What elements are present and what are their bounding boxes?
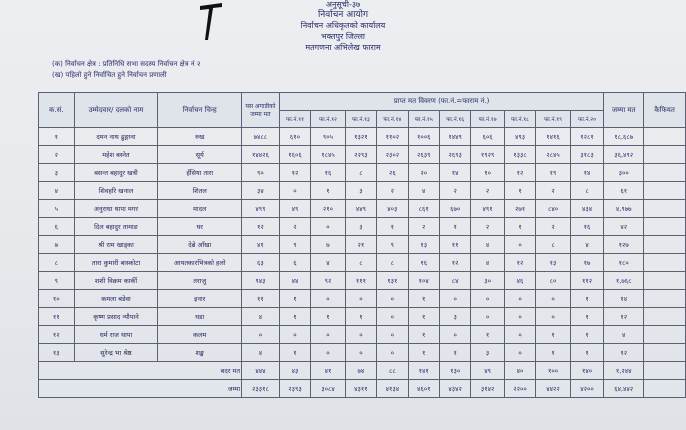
vote-cell: ८ xyxy=(377,254,408,272)
vote-cell: ३ xyxy=(471,344,505,362)
prior-total-cell: ११ xyxy=(242,290,280,308)
total-cell: १,७६८ xyxy=(604,272,644,290)
remarks-cell xyxy=(644,182,686,200)
total-cell: ४ xyxy=(604,326,644,344)
vote-cell: ० xyxy=(279,182,310,200)
candidate-name: बसन्त बहादुर खत्री xyxy=(74,164,158,182)
candidate-name: सुरेन्द्र भा श्रेष्ठ xyxy=(74,344,158,362)
vote-cell: ३१४२ xyxy=(471,380,505,398)
vote-cell: १११ xyxy=(345,272,376,290)
vote-cell: ० xyxy=(504,344,535,362)
vote-cell: १ xyxy=(536,326,571,344)
election-symbol: देब्रे आँखा xyxy=(158,236,242,254)
vote-cell: १६ xyxy=(570,218,604,236)
vote-cell: ४ xyxy=(408,182,439,200)
vote-cell: २६३९ xyxy=(408,146,439,164)
vote-cell: ६७० xyxy=(439,200,470,218)
vote-cell: ८ xyxy=(536,236,571,254)
prior-total-cell: ४४४ xyxy=(242,362,280,380)
vote-cell: ३१८३ xyxy=(570,146,604,164)
vote-cell: १६०६ xyxy=(279,146,310,164)
election-symbol: शङ्ख xyxy=(158,344,242,362)
vote-count-table xyxy=(38,92,686,398)
schedule-number: अनुसूची-३७ xyxy=(325,0,361,9)
vote-cell: २ xyxy=(439,182,470,200)
table-row xyxy=(39,200,686,218)
vote-cell: १० xyxy=(471,164,505,182)
total-cell: १२७ xyxy=(604,236,644,254)
vote-cell: ४४९ xyxy=(345,200,376,218)
vote-cell: ० xyxy=(504,308,535,326)
prior-total-cell: ७४८८ xyxy=(242,128,280,146)
table-row xyxy=(39,326,686,344)
vote-cell: ३ xyxy=(345,182,376,200)
prior-total-cell: ४ xyxy=(242,344,280,362)
vote-cell: १७ xyxy=(570,254,604,272)
serial-cell: ६ xyxy=(39,218,75,236)
prior-total-cell: ९४३ xyxy=(242,272,280,290)
vote-cell: २ xyxy=(471,218,505,236)
vote-cell: ४ xyxy=(570,236,604,254)
vote-cell: ४० xyxy=(504,362,535,380)
vote-cell: ४६०१ xyxy=(408,380,439,398)
vote-cell: १२ xyxy=(279,164,310,182)
vote-cell: ० xyxy=(504,236,535,254)
vote-cell: १ xyxy=(504,182,535,200)
vote-cell: ४२०० xyxy=(570,380,604,398)
serial-cell: ७ xyxy=(39,236,75,254)
candidate-name: महेश बस्नेत xyxy=(74,146,158,164)
prior-total-cell: ० xyxy=(242,326,280,344)
commission-name: निर्वाचन आयोग xyxy=(317,10,369,20)
vote-cell: २ xyxy=(471,182,505,200)
vote-cell: ० xyxy=(311,218,346,236)
vote-cell: १४१ xyxy=(408,362,439,380)
vote-cell: ० xyxy=(345,290,376,308)
vote-cell: ११२ xyxy=(570,272,604,290)
vote-cell: १२८१ xyxy=(570,128,604,146)
form-title: मतगणना अभिलेख फाराम xyxy=(305,43,381,52)
candidate-name: शिवहरि खनाल xyxy=(74,182,158,200)
serial-cell: १ xyxy=(39,128,75,146)
invalid-votes-row xyxy=(39,362,686,380)
vote-cell: १ xyxy=(504,218,535,236)
header-prior-total: यस अगाडीको जम्मा मत xyxy=(242,93,280,128)
vote-cell: १ xyxy=(408,326,439,344)
vote-cell: २ xyxy=(536,218,571,236)
vote-cell: १ xyxy=(536,344,571,362)
vote-cell: १ xyxy=(279,308,310,326)
vote-cell: ० xyxy=(504,290,535,308)
vote-cell: १ xyxy=(345,308,376,326)
vote-cell: ० xyxy=(471,290,505,308)
vote-cell: २ xyxy=(408,218,439,236)
vote-cell: २१ xyxy=(345,236,376,254)
vote-cell: १४१६ xyxy=(536,128,571,146)
vote-cell: १ xyxy=(377,218,408,236)
prior-total-cell: ४९९ xyxy=(242,200,280,218)
vote-cell: ० xyxy=(311,326,346,344)
vote-cell: ० xyxy=(377,308,408,326)
vote-cell: १९ xyxy=(536,164,571,182)
vote-cell: १६ xyxy=(408,254,439,272)
vote-cell: १४ xyxy=(570,164,604,182)
vote-cell: ८ xyxy=(345,164,376,182)
table-row xyxy=(39,164,686,182)
table-row xyxy=(39,254,686,272)
vote-cell: २ xyxy=(536,182,571,200)
vote-cell: २ xyxy=(377,182,408,200)
remarks-cell xyxy=(644,146,686,164)
vote-cell: १०४ xyxy=(408,272,439,290)
vote-cell: ० xyxy=(377,344,408,362)
row-label: बदर मत xyxy=(39,362,242,380)
vote-cell: ८० xyxy=(536,272,571,290)
serial-cell: १३ xyxy=(39,344,75,362)
vote-cell: २७१ xyxy=(504,200,535,218)
vote-cell: ४६ xyxy=(504,272,535,290)
prior-total-cell: ९० xyxy=(242,164,280,182)
vote-cell: ४३११ xyxy=(345,380,376,398)
row-label: जम्मा xyxy=(39,380,242,398)
vote-cell: ४४ xyxy=(279,272,310,290)
prior-total-cell: ३४ xyxy=(242,182,280,200)
vote-cell: १९२९ xyxy=(471,146,505,164)
vote-cell: १ xyxy=(570,344,604,362)
table-row xyxy=(39,182,686,200)
header-sn: क.सं. xyxy=(39,93,75,128)
header-form-10: फा.नं.२० xyxy=(570,111,604,128)
vote-cell: ४९ xyxy=(279,200,310,218)
vote-cell: ० xyxy=(504,326,535,344)
remarks-cell xyxy=(644,290,686,308)
vote-cell: १३३८ xyxy=(504,146,535,164)
serial-cell: १२ xyxy=(39,326,75,344)
vote-cell: ४ xyxy=(311,254,346,272)
election-symbol: घडा xyxy=(158,308,242,326)
serial-cell: ४ xyxy=(39,182,75,200)
vote-cell: ० xyxy=(345,344,376,362)
vote-cell: ९२ xyxy=(311,272,346,290)
vote-cell: ९ xyxy=(377,236,408,254)
vote-cell: ० xyxy=(311,344,346,362)
vote-cell: ४०३ xyxy=(377,200,408,218)
vote-cell: ४ xyxy=(471,236,505,254)
prior-total-cell: ४१ xyxy=(242,236,280,254)
vote-cell: ८४ xyxy=(439,272,470,290)
vote-cell: १ xyxy=(471,326,505,344)
election-symbol: सूर्य xyxy=(158,146,242,164)
header-form-4: फा.नं.१४ xyxy=(377,111,408,128)
vote-cell: २६ xyxy=(377,164,408,182)
candidate-name: दमन नाथ ढुङ्गाना xyxy=(74,128,158,146)
vote-cell: १४४९ xyxy=(439,128,470,146)
vote-cell: ९ xyxy=(279,236,310,254)
total-cell: १२ xyxy=(604,308,644,326)
header-form-8: फा.नं.१८ xyxy=(504,111,535,128)
vote-cell: १२ xyxy=(439,254,470,272)
candidate-name: तारा कुमारी बास्कोटा xyxy=(74,254,158,272)
constituency-line: (क) निर्वाचन क्षेत्र : प्रतिनिधि सभा सदस्य निर्वाचन क्षेत्र नं २ xyxy=(52,60,201,68)
table-row xyxy=(39,272,686,290)
grand-total-row xyxy=(39,380,686,398)
election-symbol: घर xyxy=(158,218,242,236)
election-symbol: इनार xyxy=(158,290,242,308)
vote-cell: ६ xyxy=(279,254,310,272)
vote-cell: २६९३ xyxy=(439,146,470,164)
vote-cell: ४३४ xyxy=(570,200,604,218)
candidate-name: दिल बहादुर तामाङ xyxy=(74,218,158,236)
table-row xyxy=(39,308,686,326)
vote-cell: ० xyxy=(377,326,408,344)
table-row xyxy=(39,146,686,164)
total-cell: १८,६८७ xyxy=(604,128,644,146)
prior-total-cell: ४ xyxy=(242,308,280,326)
serial-cell: ८ xyxy=(39,254,75,272)
table-row xyxy=(39,218,686,236)
vote-cell: १ xyxy=(570,290,604,308)
candidate-name: कमला बडेवा xyxy=(74,290,158,308)
vote-cell: ८८ xyxy=(377,362,408,380)
vote-cell: ४९१ xyxy=(471,200,505,218)
candidate-name: धर्म राज थापा xyxy=(74,326,158,344)
total-cell: १८० xyxy=(604,254,644,272)
header-form-2: फा.नं.१२ xyxy=(311,111,346,128)
district-name: भक्तपुर जिल्ला xyxy=(321,32,365,41)
vote-cell: ० xyxy=(377,290,408,308)
vote-cell: १ xyxy=(408,308,439,326)
vote-cell: ११ xyxy=(439,236,470,254)
serial-cell: ३ xyxy=(39,164,75,182)
vote-cell: १ xyxy=(311,182,346,200)
header-form-7: फा.नं.१७ xyxy=(471,111,505,128)
vote-cell: १ xyxy=(439,218,470,236)
total-cell: १४ xyxy=(604,290,644,308)
vote-cell: ३ xyxy=(345,218,376,236)
vote-cell: २३९३ xyxy=(279,380,310,398)
remarks-cell xyxy=(644,200,686,218)
remarks-cell xyxy=(644,380,686,398)
header-form-3: फा.नं.१३ xyxy=(345,111,376,128)
vote-cell: १२ xyxy=(504,254,535,272)
header-form-5: फा.नं.१५ xyxy=(408,111,439,128)
vote-cell: २० xyxy=(408,164,439,182)
serial-cell: ९ xyxy=(39,272,75,290)
vote-cell: २२०० xyxy=(504,380,535,398)
table-row xyxy=(39,236,686,254)
vote-cell: ० xyxy=(345,326,376,344)
serial-cell: १० xyxy=(39,290,75,308)
total-cell: ६४,४४२ xyxy=(604,380,644,398)
header-symbol: निर्वाचन चिन्ह xyxy=(158,93,242,128)
serial-cell: २ xyxy=(39,146,75,164)
total-cell: ३०० xyxy=(604,164,644,182)
prior-total-cell: १२ xyxy=(242,218,280,236)
total-cell: १२ xyxy=(604,344,644,362)
vote-cell: १३० xyxy=(439,362,470,380)
vote-cell: ० xyxy=(471,308,505,326)
candidate-name: श्री राम खाड्का xyxy=(74,236,158,254)
vote-cell: १३ xyxy=(408,236,439,254)
vote-cell: ४९ xyxy=(471,362,505,380)
serial-cell: ५ xyxy=(39,200,75,218)
vote-cell: १४ xyxy=(439,164,470,182)
vote-cell: १००६ xyxy=(408,128,439,146)
vote-cell: ४ xyxy=(471,254,505,272)
vote-cell: १ xyxy=(439,344,470,362)
candidate-name: शशी विक्रम कार्की xyxy=(74,272,158,290)
vote-cell: ८ xyxy=(345,254,376,272)
total-cell: ४२ xyxy=(604,218,644,236)
header-form-1: फा.नं.११ xyxy=(279,111,310,128)
vote-cell: ४४२२ xyxy=(536,380,571,398)
vote-cell: ७ xyxy=(311,236,346,254)
vote-cell: १ xyxy=(408,290,439,308)
vote-cell: १६ xyxy=(311,164,346,182)
vote-cell: ६०६ xyxy=(471,128,505,146)
vote-cell: १४० xyxy=(570,362,604,380)
remarks-cell xyxy=(644,254,686,272)
candidate-name: अनुराधा थापा मगर xyxy=(74,200,158,218)
serial-cell: ११ xyxy=(39,308,75,326)
vote-cell: ० xyxy=(279,326,310,344)
vote-cell: ० xyxy=(439,326,470,344)
header-form-9: फा.नं.१९ xyxy=(536,111,571,128)
vote-cell: १०० xyxy=(536,362,571,380)
vote-cell: २ xyxy=(279,218,310,236)
vote-cell: ० xyxy=(536,308,571,326)
total-cell: ३६,४९२ xyxy=(604,146,644,164)
table-row xyxy=(39,290,686,308)
vote-cell: ११०२ xyxy=(377,128,408,146)
vote-cell: ७४ xyxy=(345,362,376,380)
election-symbol: मादल xyxy=(158,200,242,218)
remarks-cell xyxy=(644,362,686,380)
vote-cell: ८६१ xyxy=(408,200,439,218)
prior-total-cell: ६३ xyxy=(242,254,280,272)
vote-cell: ४३४२ xyxy=(439,380,470,398)
candidate-name: कृष्ण प्रसाद न्यौपाने xyxy=(74,308,158,326)
total-cell: ६१ xyxy=(604,182,644,200)
remarks-cell xyxy=(644,218,686,236)
vote-cell: २२९३ xyxy=(345,146,376,164)
vote-cell: २१० xyxy=(311,200,346,218)
total-cell: ४,९७७ xyxy=(604,200,644,218)
vote-cell: १ xyxy=(570,326,604,344)
vote-cell: ६१० xyxy=(279,128,310,146)
remarks-cell xyxy=(644,344,686,362)
election-symbol: आयतकारभित्रको हलो xyxy=(158,254,242,272)
vote-cell: ९०५ xyxy=(311,128,346,146)
vote-cell: १८४५ xyxy=(311,146,346,164)
vote-cell: १२ xyxy=(504,164,535,182)
office-name: निर्वाचन अधिकृतको कार्यालय xyxy=(300,21,386,30)
vote-cell: ३० xyxy=(471,272,505,290)
prior-total-cell: १४४२६ xyxy=(242,146,280,164)
vote-cell: ४१३४ xyxy=(377,380,408,398)
vote-cell: ८४० xyxy=(536,200,571,218)
electoral-system-line: (ख) पहिलो हुने निर्वाचित हुने निर्वाचन प्रणाली xyxy=(52,71,167,79)
remarks-cell xyxy=(644,236,686,254)
election-symbol: तराजु xyxy=(158,272,242,290)
election-symbol: रुख xyxy=(158,128,242,146)
header-form-6: फा.नं.१६ xyxy=(439,111,470,128)
vote-cell: २३०२ xyxy=(377,146,408,164)
header-vote-details: प्राप्त मत विवरण (फा.नं.=फाराम नं.) xyxy=(279,93,604,111)
vote-cell: १ xyxy=(570,308,604,326)
prior-total-cell: २३३१८ xyxy=(242,380,280,398)
table-row xyxy=(39,344,686,362)
remarks-cell xyxy=(644,128,686,146)
vote-cell: ४९३ xyxy=(504,128,535,146)
header-total: जम्मा मत xyxy=(604,93,644,128)
vote-cell: २८४५ xyxy=(536,146,571,164)
vote-cell: ० xyxy=(311,290,346,308)
vote-cell: १ xyxy=(279,290,310,308)
remarks-cell xyxy=(644,308,686,326)
vote-cell: ३ xyxy=(439,308,470,326)
remarks-cell xyxy=(644,164,686,182)
vote-cell: ४१ xyxy=(311,362,346,380)
vote-cell: १ xyxy=(279,344,310,362)
election-symbol: कलम xyxy=(158,326,242,344)
vote-cell: ४३ xyxy=(279,362,310,380)
vote-cell: १ xyxy=(408,344,439,362)
remarks-cell xyxy=(644,326,686,344)
remarks-cell xyxy=(644,272,686,290)
vote-cell: १३१ xyxy=(377,272,408,290)
header-remarks: कैफियत xyxy=(644,93,686,128)
vote-cell: १३२१ xyxy=(345,128,376,146)
total-cell: १,२४४ xyxy=(604,362,644,380)
election-symbol: हँसिया तारा xyxy=(158,164,242,182)
header-candidate: उम्मेदवार/ दलको नाम xyxy=(74,93,158,128)
vote-cell: ० xyxy=(536,290,571,308)
vote-cell: १३ xyxy=(536,254,571,272)
vote-cell: ८ xyxy=(570,182,604,200)
vote-cell: ३०८४ xyxy=(311,380,346,398)
election-symbol: शितल xyxy=(158,182,242,200)
table-row xyxy=(39,128,686,146)
vote-cell: ० xyxy=(439,290,470,308)
vote-cell: १ xyxy=(311,308,346,326)
